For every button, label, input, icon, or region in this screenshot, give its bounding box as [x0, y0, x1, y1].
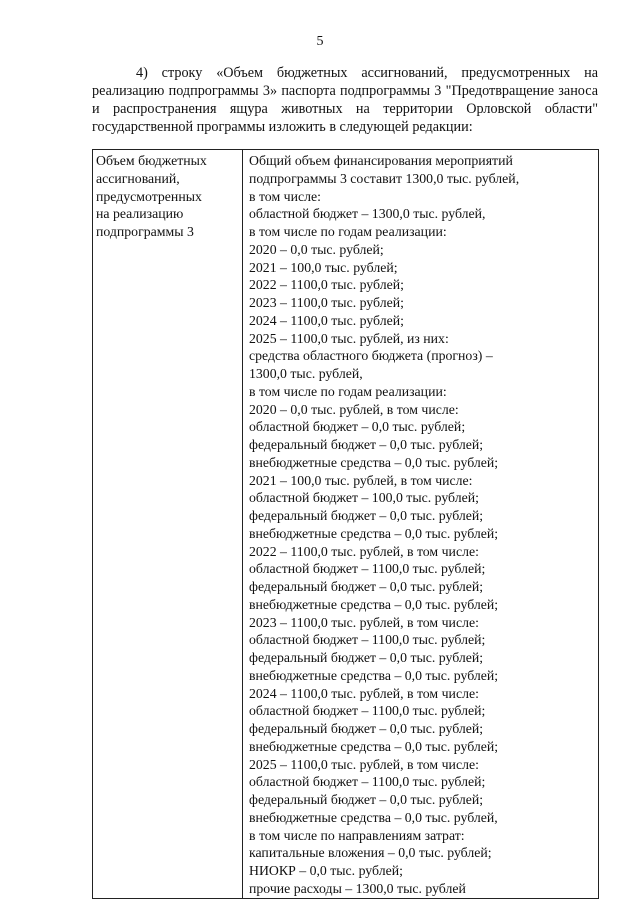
value-line: 2023 – 1100,0 тыс. рублей, в том числе:: [249, 614, 479, 630]
value-line: областной бюджет – 0,0 тыс. рублей;: [249, 419, 466, 435]
value-line: областной бюджет – 100,0 тыс. рублей;: [249, 490, 479, 506]
label-line: ассигнований,: [96, 170, 180, 186]
value-line: внебюджетные средства – 0,0 тыс. рублей;: [249, 738, 499, 754]
value-line: 2024 – 1100,0 тыс. рублей;: [249, 312, 404, 328]
value-line: в том числе по направлениям затрат:: [249, 827, 465, 843]
value-line: внебюджетные средства – 0,0 тыс. рублей,: [249, 809, 498, 825]
label-line: предусмотренных: [96, 188, 202, 204]
value-line: 1300,0 тыс. рублей,: [249, 366, 363, 381]
label-line: Объем бюджетных: [96, 153, 207, 168]
value-line: НИОКР – 0,0 тыс. рублей;: [249, 863, 403, 878]
value-line: подпрограммы 3 составит 1300,0 тыс. рублей,: [249, 170, 520, 186]
value-line: 2024 – 1100,0 тыс. рублей, в том числе:: [249, 685, 479, 701]
page-number: 5: [316, 34, 324, 49]
value-line: федеральный бюджет – 0,0 тыс. рублей;: [249, 437, 484, 452]
value-line: областной бюджет – 1100,0 тыс. рублей;: [249, 632, 486, 648]
value-line: федеральный бюджет – 0,0 тыс. рублей;: [249, 579, 484, 594]
value-line: внебюджетные средства – 0,0 тыс. рублей;: [249, 596, 499, 612]
value-line: внебюджетные средства – 0,0 тыс. рублей;: [249, 454, 499, 470]
budget-table: [92, 149, 599, 899]
value-line: федеральный бюджет – 0,0 тыс. рублей;: [249, 792, 484, 807]
intro-paragraph: [92, 64, 598, 136]
value-line: в том числе по годам реализации:: [249, 383, 447, 399]
intro-text: 4) строку «Объем бюджетных ассигнований, предусмотренных на реализацию подпрограммы 3» паспорта подпрограммы 3 "Предотвращение заноса и распространения ящура животных на территории Орловской области" государственной программы изложить в следующей редакции:: [92, 65, 598, 135]
budget-value-cell: [243, 150, 599, 899]
value-line: 2023 – 1100,0 тыс. рублей;: [249, 295, 404, 310]
value-line: в том числе:: [249, 188, 321, 204]
value-line: в том числе по годам реализации:: [249, 224, 447, 239]
value-line: 2020 – 0,0 тыс. рублей;: [249, 241, 384, 257]
value-line: федеральный бюджет – 0,0 тыс. рублей;: [249, 508, 484, 523]
budget-label-cell: [93, 150, 243, 899]
value-line: 2022 – 1100,0 тыс. рублей;: [249, 277, 404, 293]
value-line: федеральный бюджет – 0,0 тыс. рублей;: [249, 650, 484, 665]
label-line: на реализацию: [96, 206, 184, 222]
value-line: прочие расходы – 1300,0 тыс. рублей: [249, 880, 466, 896]
value-line: капитальные вложения – 0,0 тыс. рублей;: [249, 845, 492, 861]
value-line: областной бюджет – 1100,0 тыс. рублей;: [249, 703, 486, 719]
value-line: областной бюджет – 1100,0 тыс. рублей;: [249, 561, 486, 577]
value-line: 2025 – 1100,0 тыс. рублей, в том числе:: [249, 756, 479, 772]
value-line: 2022 – 1100,0 тыс. рублей, в том числе:: [249, 543, 479, 559]
value-line: федеральный бюджет – 0,0 тыс. рублей;: [249, 721, 484, 736]
value-line: средства областного бюджета (прогноз) –: [249, 348, 493, 364]
value-line: внебюджетные средства – 0,0 тыс. рублей;: [249, 667, 499, 683]
value-line: областной бюджет – 1100,0 тыс. рублей;: [249, 774, 486, 790]
value-line: 2021 – 100,0 тыс. рублей, в том числе:: [249, 472, 473, 488]
value-line: Общий объем финансирования мероприятий: [249, 153, 513, 168]
value-line: областной бюджет – 1300,0 тыс. рублей,: [249, 206, 486, 222]
label-line: подпрограммы 3: [96, 224, 194, 239]
table-row: [93, 150, 599, 899]
value-line: 2021 – 100,0 тыс. рублей;: [249, 259, 398, 275]
value-line: 2020 – 0,0 тыс. рублей, в том числе:: [249, 401, 459, 417]
value-line: 2025 – 1100,0 тыс. рублей, из них:: [249, 330, 449, 346]
value-line: внебюджетные средства – 0,0 тыс. рублей;: [249, 525, 499, 541]
